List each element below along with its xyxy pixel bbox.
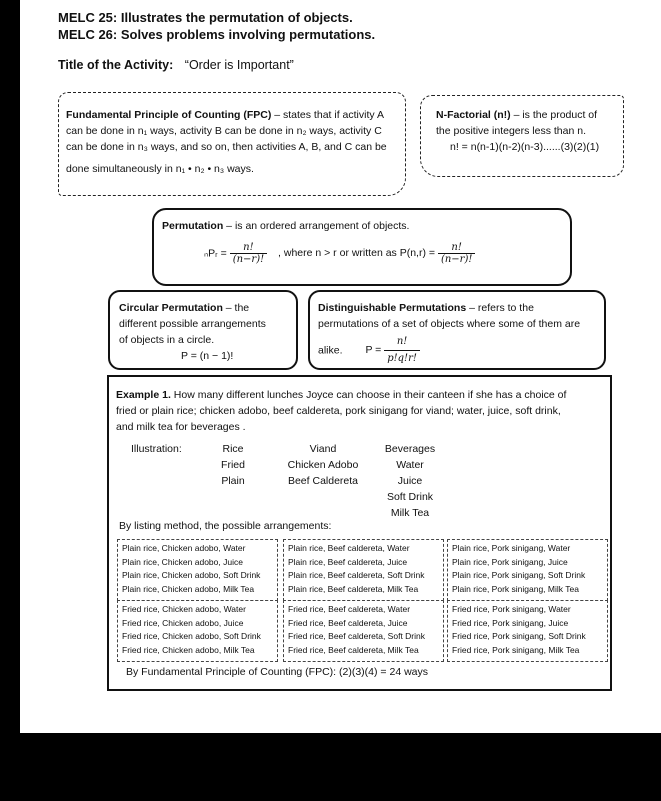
- distinguishable-fraction: [384, 334, 420, 367]
- list-item: Fried rice, Beef caldereta, Milk Tea: [288, 644, 419, 655]
- nfactorial-line2: the positive integers less than n.: [436, 125, 587, 137]
- melc-26: MELC 26: Solves problems involving permutations.: [58, 27, 376, 42]
- example-q3: and milk tea for beverages .: [116, 421, 246, 433]
- rice-item: Fried: [221, 459, 245, 471]
- viand-header: Viand: [309, 443, 337, 455]
- fpc-term: Fundamental Principle of Counting (FPC): [66, 109, 272, 121]
- beverages-item: Soft Drink: [386, 491, 434, 503]
- list-item: Plain rice, Beef caldereta, Soft Drink: [288, 570, 425, 580]
- distinguishable-term: Distinguishable Permutations: [318, 302, 467, 314]
- title-value: “Order is Important”: [184, 58, 294, 72]
- permutation-term: Permutation: [162, 220, 224, 232]
- arrangement-list: [117, 600, 278, 662]
- distinguishable-line1: – refers to the: [466, 302, 534, 314]
- distinguishable-permutation-box: [308, 290, 606, 370]
- list-item: Plain rice, Chicken adobo, Soft Drink: [122, 570, 261, 580]
- list-item: Plain rice, Pork sinigang, Milk Tea: [452, 583, 579, 594]
- list-item: Plain rice, Pork sinigang, Juice: [452, 556, 568, 567]
- distinguishable-denominator: p!q!r!: [387, 353, 417, 364]
- title-label: Title of the Activity:: [58, 58, 174, 72]
- nfactorial-formula: n! = n(n-1)(n-2)(n-3)......(3)(2)(1): [450, 141, 600, 153]
- list-item: Plain rice, Beef caldereta, Milk Tea: [288, 583, 419, 594]
- fpc-line4: done simultaneously in n₁ • n₂ • n₃ ways.: [66, 163, 254, 175]
- circular-line3: of objects in a circle.: [119, 334, 215, 346]
- list-item: Plain rice, Pork sinigang, Soft Drink: [452, 570, 586, 580]
- list-item: Plain rice, Chicken adobo, Milk Tea: [122, 583, 255, 594]
- distinguishable-text: [318, 300, 602, 367]
- list-item: Plain rice, Beef caldereta, Water: [288, 543, 410, 553]
- illustration-label: Illustration:: [131, 443, 182, 455]
- listing-intro: By listing method, the possible arrangements:: [119, 520, 332, 532]
- permutation-fraction: [230, 242, 267, 265]
- permutation-box: [152, 208, 572, 286]
- example-q2: fried or plain rice; chicken adobo, beef caldereta, pork sinigang for viand; water, juice, soft drink,: [116, 405, 561, 417]
- fraction-numerator: n!: [230, 242, 267, 254]
- beverages-item: Water: [396, 459, 424, 471]
- permutation-lhs: ₙPᵣ =: [204, 247, 227, 260]
- example-question: [116, 387, 602, 435]
- arrangement-list: [447, 539, 608, 601]
- list-item: Fried rice, Pork sinigang, Soft Drink: [452, 631, 586, 641]
- arrangement-list: [283, 539, 444, 601]
- permutation-where: , where n > r or written as P(n,r) =: [278, 247, 436, 260]
- circular-formula: P = (n − 1)!: [181, 350, 234, 362]
- circular-line2: different possible arrangements: [119, 318, 266, 330]
- circular-line1: – the: [222, 302, 250, 314]
- list-item: Plain rice, Pork sinigang, Water: [452, 543, 571, 553]
- list-item: Plain rice, Beef caldereta, Juice: [288, 556, 408, 567]
- viand-item: Beef Caldereta: [287, 475, 359, 487]
- list-item: Fried rice, Beef caldereta, Water: [288, 604, 411, 614]
- arrangement-list: [283, 600, 444, 662]
- list-item: Fried rice, Chicken adobo, Juice: [122, 617, 244, 628]
- fpc-line3: can be done in n₃ ways, and so on, then activities A, B, and C can be: [66, 141, 387, 153]
- circular-term: Circular Permutation: [119, 302, 223, 314]
- circular-text: [119, 300, 293, 364]
- rice-header: Rice: [222, 443, 244, 455]
- rice-column: [210, 441, 256, 489]
- activity-title: [58, 58, 294, 72]
- melc-25: MELC 25: Illustrates the permutation of objects.: [58, 10, 353, 25]
- fpc-line1: – states that if activity A: [271, 109, 384, 121]
- fpc-result: By Fundamental Principle of Counting (FPC): (2)(3)(4) = 24 ways: [126, 666, 428, 678]
- distinguishable-alike: alike.: [318, 344, 343, 357]
- list-item: Fried rice, Chicken adobo, Water: [122, 604, 246, 614]
- list-item: Fried rice, Pork sinigang, Milk Tea: [452, 644, 580, 655]
- viand-column: [280, 441, 366, 489]
- list-item: Fried rice, Beef caldereta, Soft Drink: [288, 631, 426, 641]
- list-item: Fried rice, Chicken adobo, Milk Tea: [122, 644, 255, 655]
- beverages-column: [381, 441, 439, 521]
- fpc-text: [66, 107, 402, 177]
- circular-permutation-box: [108, 290, 298, 370]
- nfactorial-line1: – is the product of: [510, 109, 598, 121]
- nfactorial-text: [436, 107, 622, 155]
- rice-item: Plain: [221, 475, 245, 487]
- example-label: Example 1.: [116, 389, 171, 401]
- list-item: Fried rice, Beef caldereta, Juice: [288, 617, 408, 628]
- beverages-item: Milk Tea: [390, 507, 430, 519]
- list-item: Fried rice, Pork sinigang, Water: [452, 604, 571, 614]
- arrangement-list: [447, 600, 608, 662]
- distinguishable-p: P =: [365, 344, 382, 357]
- permutation-def-rest: – is an ordered arrangement of objects.: [223, 220, 410, 232]
- fraction-numerator-2: n!: [438, 242, 475, 254]
- arrangement-list: [117, 539, 278, 601]
- fpc-line2: can be done in n₁ ways, activity B can be done in n₂ ways, activity C: [66, 125, 382, 137]
- permutation-formula: [204, 242, 475, 265]
- list-item: Plain rice, Chicken adobo, Water: [122, 543, 246, 553]
- example-q1: How many different lunches Joyce can choose in their canteen if she has a choice of: [170, 389, 567, 401]
- fraction-denominator-2: (n−r)!: [440, 254, 473, 265]
- list-item: Plain rice, Chicken adobo, Juice: [122, 556, 243, 567]
- fraction-denominator: (n−r)!: [232, 254, 265, 265]
- permutation-fraction-2: [438, 242, 475, 265]
- beverages-item: Juice: [397, 475, 423, 487]
- distinguishable-numerator: n!: [384, 334, 420, 351]
- list-item: Fried rice, Chicken adobo, Soft Drink: [122, 631, 261, 641]
- beverages-header: Beverages: [384, 443, 436, 455]
- permutation-definition: [162, 218, 409, 234]
- viand-item: Chicken Adobo: [287, 459, 359, 471]
- distinguishable-line2: permutations of a set of objects where some of them are: [318, 318, 581, 330]
- nfactorial-term: N-Factorial (n!): [436, 109, 511, 121]
- list-item: Fried rice, Pork sinigang, Juice: [452, 617, 569, 628]
